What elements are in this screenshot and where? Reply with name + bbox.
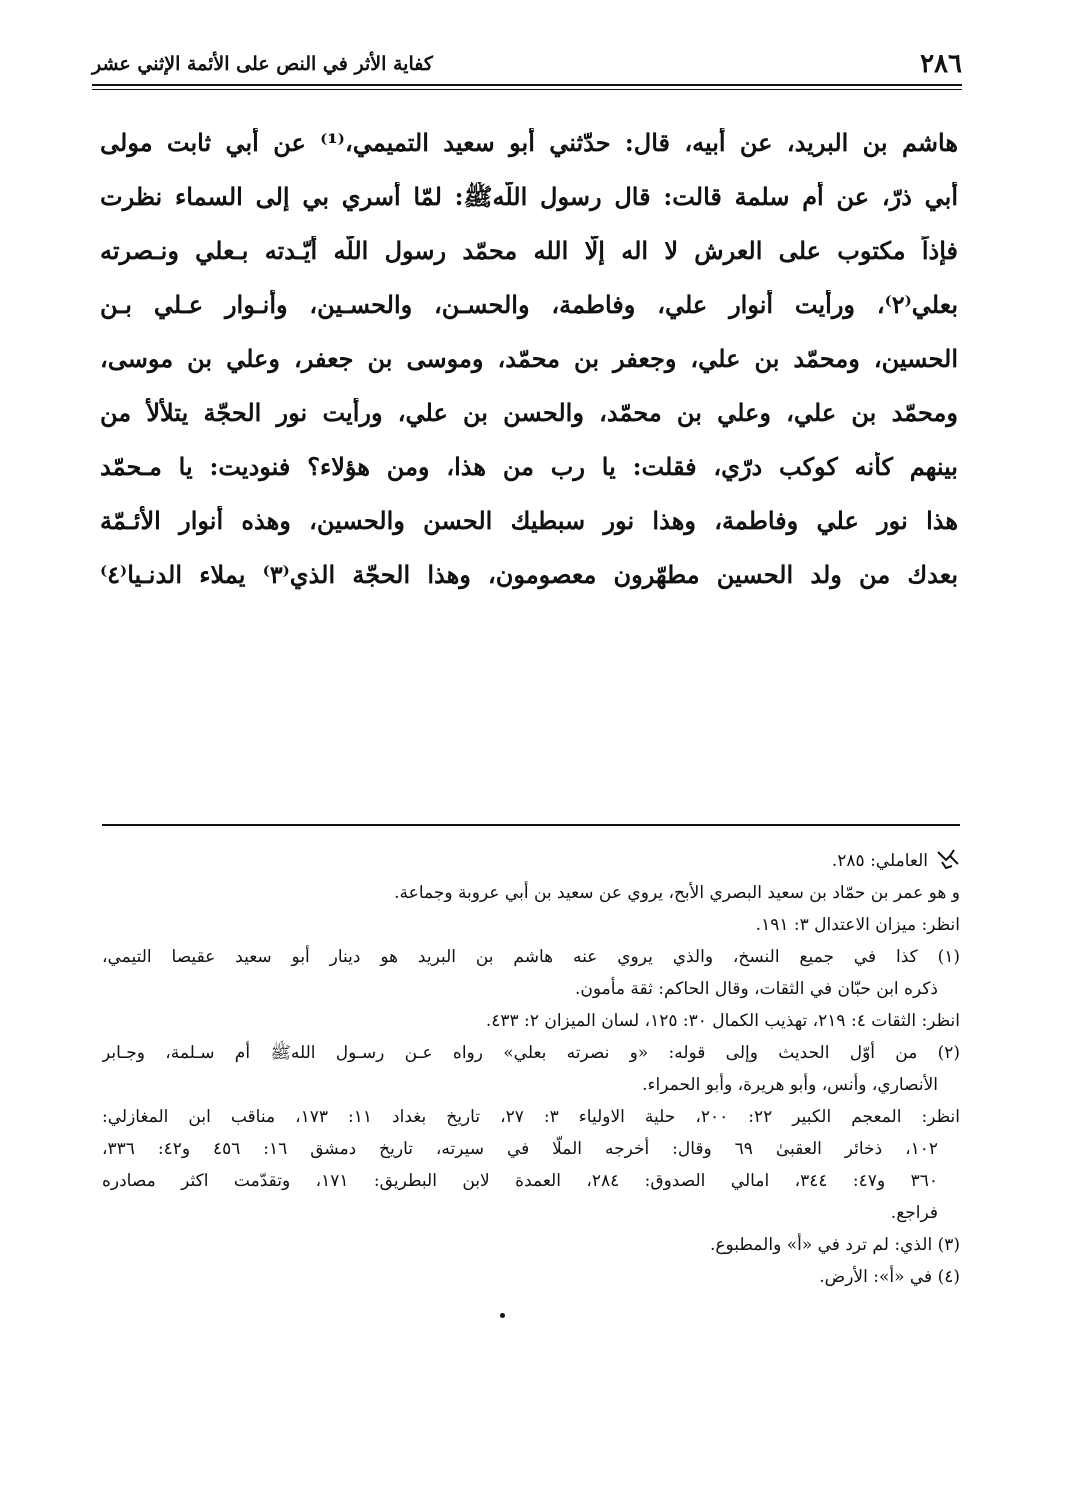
footnote-line: ذكره ابن حبّان في الثقات، وقال الحاكم: ثقة مأمون.: [574, 979, 938, 999]
footnote-line: ٣٦٠ و٤٧: ٣٤٤، امالي الصدوق: ٢٨٤، العمدة لابن البطريق: ١٧١، وتقدّمت اكثر مصادره: [102, 1171, 938, 1191]
footnotes: [102, 845, 960, 1293]
main-text-line: بعدك من ولد الحسين مطهّرون معصومون، وهذا الحجّة الذي⁽٣⁾ يملاء الدنـيا⁽٤⁾: [100, 560, 958, 589]
footnote-line: و هو عمر بن حمّاد بن سعيد البصري الأبح، يروي عن سعيد بن أبي عروبة وجماعة.: [394, 883, 960, 903]
footnote-line: (٣) الذي: لم ترد في «أ» والمطبوع.: [709, 1235, 960, 1255]
page-number: ٢٨٦: [920, 49, 962, 79]
footnote-line: (٢) من أوّل الحديث وإلى قوله: «و نصرته بعلي» رواه عـن رسـول اللهﷺ أم سـلمة، وجـابر: [102, 1043, 960, 1063]
footnote-line: [102, 845, 960, 877]
main-text-line: بينهم كأنه كوكب درّي، فقلت: يا رب من هذا، ومن هؤلاء؟ فنوديت: يا مـحمّد: [100, 452, 958, 481]
ink-dot: [500, 1313, 505, 1318]
header-rule: [92, 84, 962, 86]
footnote-separator: [102, 824, 960, 826]
main-text-line: الحسين، ومحمّد بن علي، وجعفر بن محمّد، وموسى بن جعفر، وعلي بن موسى،: [100, 344, 958, 373]
book-title: كفاية الأثر في النص على الأئمة الإثني عشر: [92, 53, 433, 75]
pen-icon: [936, 848, 960, 870]
footnote-line: فراجع.: [890, 1203, 938, 1223]
footnote-line: انظر: ميزان الاعتدال ٣: ١٩١.: [755, 915, 960, 935]
main-text-line: هذا نور علي وفاطمة، وهذا نور سبطيك الحسن والحسين، وهذه أنوار الأئـمّة: [100, 506, 958, 535]
main-text-line: فإذاً مكتوب على العرش لا اله إلّا الله محمّد رسول اللّه أيّـدته بـعلي ونـصرته: [100, 236, 958, 265]
footnote-text: العاملي: ٢٨٥.: [831, 851, 928, 871]
footnote-line: الأنصاري، وأنس، وأبو هريرة، وأبو الحمراء.: [642, 1075, 938, 1095]
main-text-line: بعلي⁽٢⁾، ورأيت أنوار علي، وفاطمة، والحسـن، والحسـين، وأنـوار عـلي بـن: [100, 290, 958, 319]
header-rule-thin: [92, 89, 962, 90]
main-text: [100, 128, 958, 614]
running-header: [92, 50, 962, 78]
footnote-line: انظر: المعجم الكبير ٢٢: ٢٠٠، حلية الاولياء ٣: ٢٧، تاريخ بغداد ١١: ١٧٣، مناقب ابن المغازلي:: [102, 1107, 960, 1127]
main-text-line: أبي ذرّ، عن أم سلمة قالت: قال رسول اللّهﷺ: لمّا أسري بي إلى السماء نظرت: [100, 182, 958, 211]
footnote-line: (١) كذا في جميع النسخ، والذي يروي عنه هاشم بن البريد هو دينار أبو سعيد عقيصا التيمي،: [102, 947, 960, 967]
main-text-line: ومحمّد بن علي، وعلي بن محمّد، والحسن بن علي، ورأيت نور الحجّة يتلألأ من: [100, 398, 958, 427]
footnote-line: انظر: الثقات ٤: ٢١٩، تهذيب الكمال ٣٠: ١٢٥، لسان الميزان ٢: ٤٣٣.: [485, 1011, 960, 1031]
footnote-line: ١٠٢، ذخائر العقبىٰ ٦٩ وقال: أخرجه الملّا في سيرته، تاريخ دمشق ١٦: ٤٥٦ و٤٢: ٣٣٦،: [102, 1139, 938, 1159]
main-text-line: هاشم بن البريد، عن أبيه، قال: حدّثني أبو سعيد التميمي،⁽¹⁾ عن أبي ثابت مولى: [100, 128, 958, 157]
footnote-line: (٤) في «أ»: الأرض.: [819, 1267, 960, 1287]
